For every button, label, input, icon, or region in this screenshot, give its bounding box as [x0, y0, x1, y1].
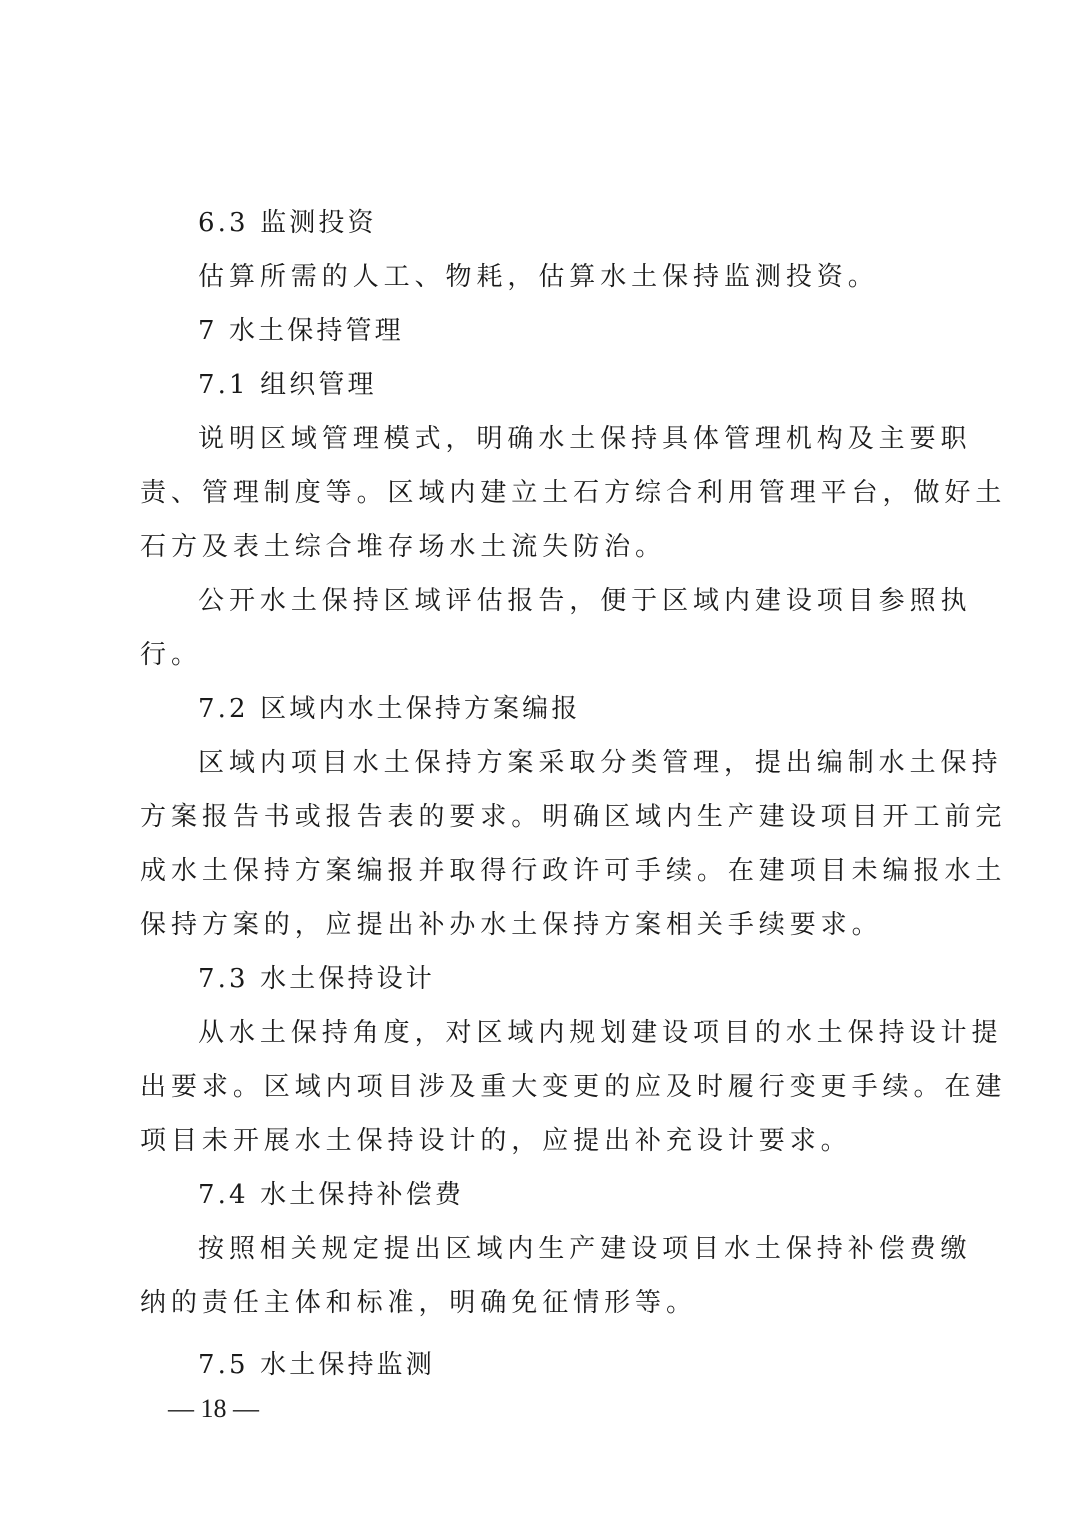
- paragraph-line: 说明区域管理模式，明确水土保持具体管理机构及主要职: [198, 424, 972, 454]
- spacer: [140, 1330, 940, 1338]
- section-heading-6-3: 6.3 监测投资: [198, 208, 377, 238]
- paragraph-line: 按照相关规定提出区域内生产建设项目水土保持补偿费缴: [198, 1234, 972, 1264]
- paragraph-line: 保持方案的，应提出补办水土保持方案相关手续要求。: [140, 910, 883, 940]
- section-heading-7-4: 7.4 水土保持补偿费: [198, 1180, 464, 1210]
- paragraph-line: 石方及表土综合堆存场水土流失防治。: [140, 532, 666, 562]
- page-number: — 18 —: [168, 1394, 259, 1423]
- paragraph-line: 行。: [140, 640, 202, 670]
- paragraph-line: 项目未开展水土保持设计的，应提出补充设计要求。: [140, 1126, 852, 1156]
- paragraph-line: 估算所需的人工、物耗，估算水土保持监测投资。: [198, 262, 879, 292]
- section-heading-7: 7 水土保持管理: [198, 316, 404, 346]
- paragraph-line: 从水土保持角度，对区域内规划建设项目的水土保持设计提: [198, 1018, 1003, 1048]
- section-heading-7-3: 7.3 水土保持设计: [198, 964, 435, 994]
- section-heading-7-2: 7.2 区域内水土保持方案编报: [198, 694, 581, 724]
- page-body: [140, 196, 1007, 1392]
- section-heading-7-5: 7.5 水土保持监测: [198, 1350, 435, 1380]
- paragraph-line: 区域内项目水土保持方案采取分类管理，提出编制水土保持: [198, 748, 1003, 778]
- section-heading-7-1: 7.1 组织管理: [198, 370, 377, 400]
- paragraph-line: 成水土保持方案编报并取得行政许可手续。在建项目未编报水土: [140, 856, 1007, 886]
- paragraph-line: 纳的责任主体和标准，明确免征情形等。: [140, 1288, 697, 1318]
- paragraph-line: 出要求。区域内项目涉及重大变更的应及时履行变更手续。在建: [140, 1072, 1007, 1102]
- paragraph-line: 方案报告书或报告表的要求。明确区域内生产建设项目开工前完: [140, 802, 1007, 832]
- paragraph-line: 责、管理制度等。区域内建立土石方综合利用管理平台，做好土: [140, 478, 1007, 508]
- paragraph-line: 公开水土保持区域评估报告，便于区域内建设项目参照执: [198, 586, 972, 616]
